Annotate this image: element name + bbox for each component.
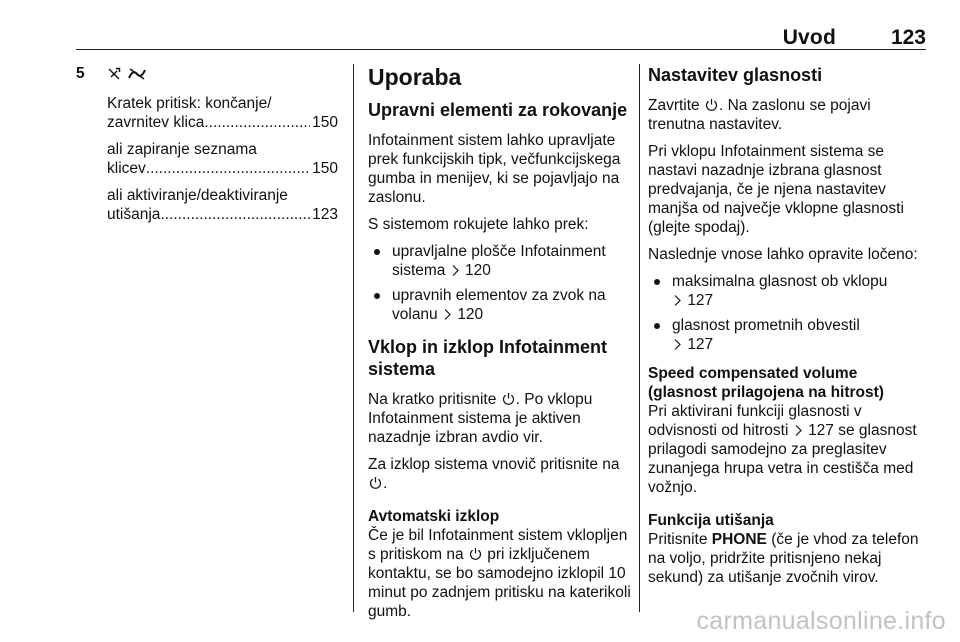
page-reference-icon — [443, 308, 452, 321]
page-ref[interactable]: 120 — [457, 306, 484, 323]
rotary-knob-icon — [705, 98, 718, 112]
column-divider-1 — [353, 64, 354, 612]
page-reference-icon — [673, 294, 682, 307]
phone-end-icon — [107, 67, 121, 81]
column-middle — [368, 64, 631, 629]
header-rule — [76, 49, 926, 50]
paragraph: Zavrtite . Na zaslonu se pojavi trenutna nastavitev. — [648, 97, 871, 133]
paragraph: Na kratko pritisnite . Po vklopu Infotainment sistema je aktiven nazadnje izbran avdio vir. — [368, 391, 593, 446]
minor-heading-speed-volume: Speed compensated volume (glasnost prilagojena na hitrost) — [648, 365, 884, 401]
page-ref[interactable]: 127 — [687, 336, 714, 353]
list-item: maksimalna glasnost ob vklopu 127 — [648, 272, 928, 310]
page-reference-icon — [794, 424, 803, 437]
page-ref[interactable]: 120 — [465, 262, 491, 279]
minor-heading-auto-off: Avtomatski izklop — [368, 508, 500, 525]
subheading-volume: Nastavitev glasnosti — [648, 65, 823, 85]
button-icons — [107, 64, 147, 83]
column-right — [648, 64, 928, 595]
paragraph: S sistemom rokujete lahko prek: — [368, 216, 589, 233]
page-number: 123 — [890, 26, 926, 49]
section-heading: Uporaba — [368, 64, 462, 90]
paragraph: Pri vklopu Infotainment sistema se nastavi nazadnje izbrana glasnost predvajanja, če je njena nastavitev manjša od največje vklopne glasnosti (glejte spodaj). — [648, 143, 904, 236]
bullet-list — [648, 272, 928, 354]
page-ref[interactable]: 127 — [808, 422, 834, 439]
list-item: glasnost prometnih obvestil 127 — [648, 316, 928, 354]
header-title: Uvod — [782, 26, 836, 49]
list-item: upravnih elementov za zvok na volanu 120 — [368, 286, 631, 324]
minor-heading-mute: Funkcija utišanja — [648, 512, 774, 529]
page-reference-icon — [451, 264, 460, 277]
page-ref[interactable]: 127 — [687, 292, 714, 309]
button-5-row — [76, 64, 338, 86]
power-icon — [469, 547, 482, 561]
power-icon — [502, 392, 515, 406]
paragraph: Infotainment sistem lahko upravljate prek funkcijskih tipk, večfunkcijskega gumba in menijev, ki se pojavljajo na zaslonu. — [368, 132, 621, 206]
bullet-list — [368, 242, 631, 324]
column-divider-2 — [639, 64, 640, 612]
toc-entry-mute: ali aktiviranje/deaktiviranje utišanja ..... 123 — [107, 186, 338, 224]
page-ref[interactable]: 123 — [312, 206, 338, 223]
paragraph: Naslednje vnose lahko opravite ločeno: — [648, 246, 918, 263]
phone-button-label: PHONE — [711, 531, 767, 548]
page-ref[interactable]: 150 — [312, 114, 338, 131]
paragraph: Pri aktivirani funkciji glasnosti v odvisnosti od hitrosti 127 se glasnost prilagodi samodejno za preglasitev zunanjega hrupa vetra in cestišča med vožnjo. — [648, 403, 917, 496]
watermark: carmanualsonline.info — [696, 607, 946, 635]
power-icon — [369, 476, 382, 490]
paragraph: Pritisnite PHONE (če je vhod za telefon na voljo, pridržite pritisnjeno nekaj sekund) za utišanje zvočnih virov. — [648, 531, 919, 586]
column-left — [76, 64, 338, 232]
page-ref[interactable]: 150 — [312, 160, 338, 177]
paragraph: Za izklop sistema vnovič pritisnite na . — [368, 456, 620, 492]
page-reference-icon — [673, 338, 682, 351]
subheading-controls: Upravni elementi za rokovanje — [368, 100, 628, 120]
subheading-power: Vklop in izklop Infotainment sistema — [368, 337, 608, 379]
mute-icon — [127, 67, 147, 81]
toc-entry-close-list: ali zapiranje seznama klicev ..... 150 — [107, 140, 338, 178]
button-number: 5 — [76, 65, 85, 82]
list-item: upravljalne plošče Infotainment sistema 120 — [368, 242, 631, 280]
toc-entry-end-call: Kratek pritisk: končanje/ zavrnitev klica ..... 150 — [107, 94, 338, 132]
paragraph: Če je bil Infotainment sistem vklopljen s pritiskom na pri izključenem kontaktu, se bo samodejno izklopil 10 minut po zadnjem pritisku na katerikoli gumb. — [368, 527, 631, 620]
